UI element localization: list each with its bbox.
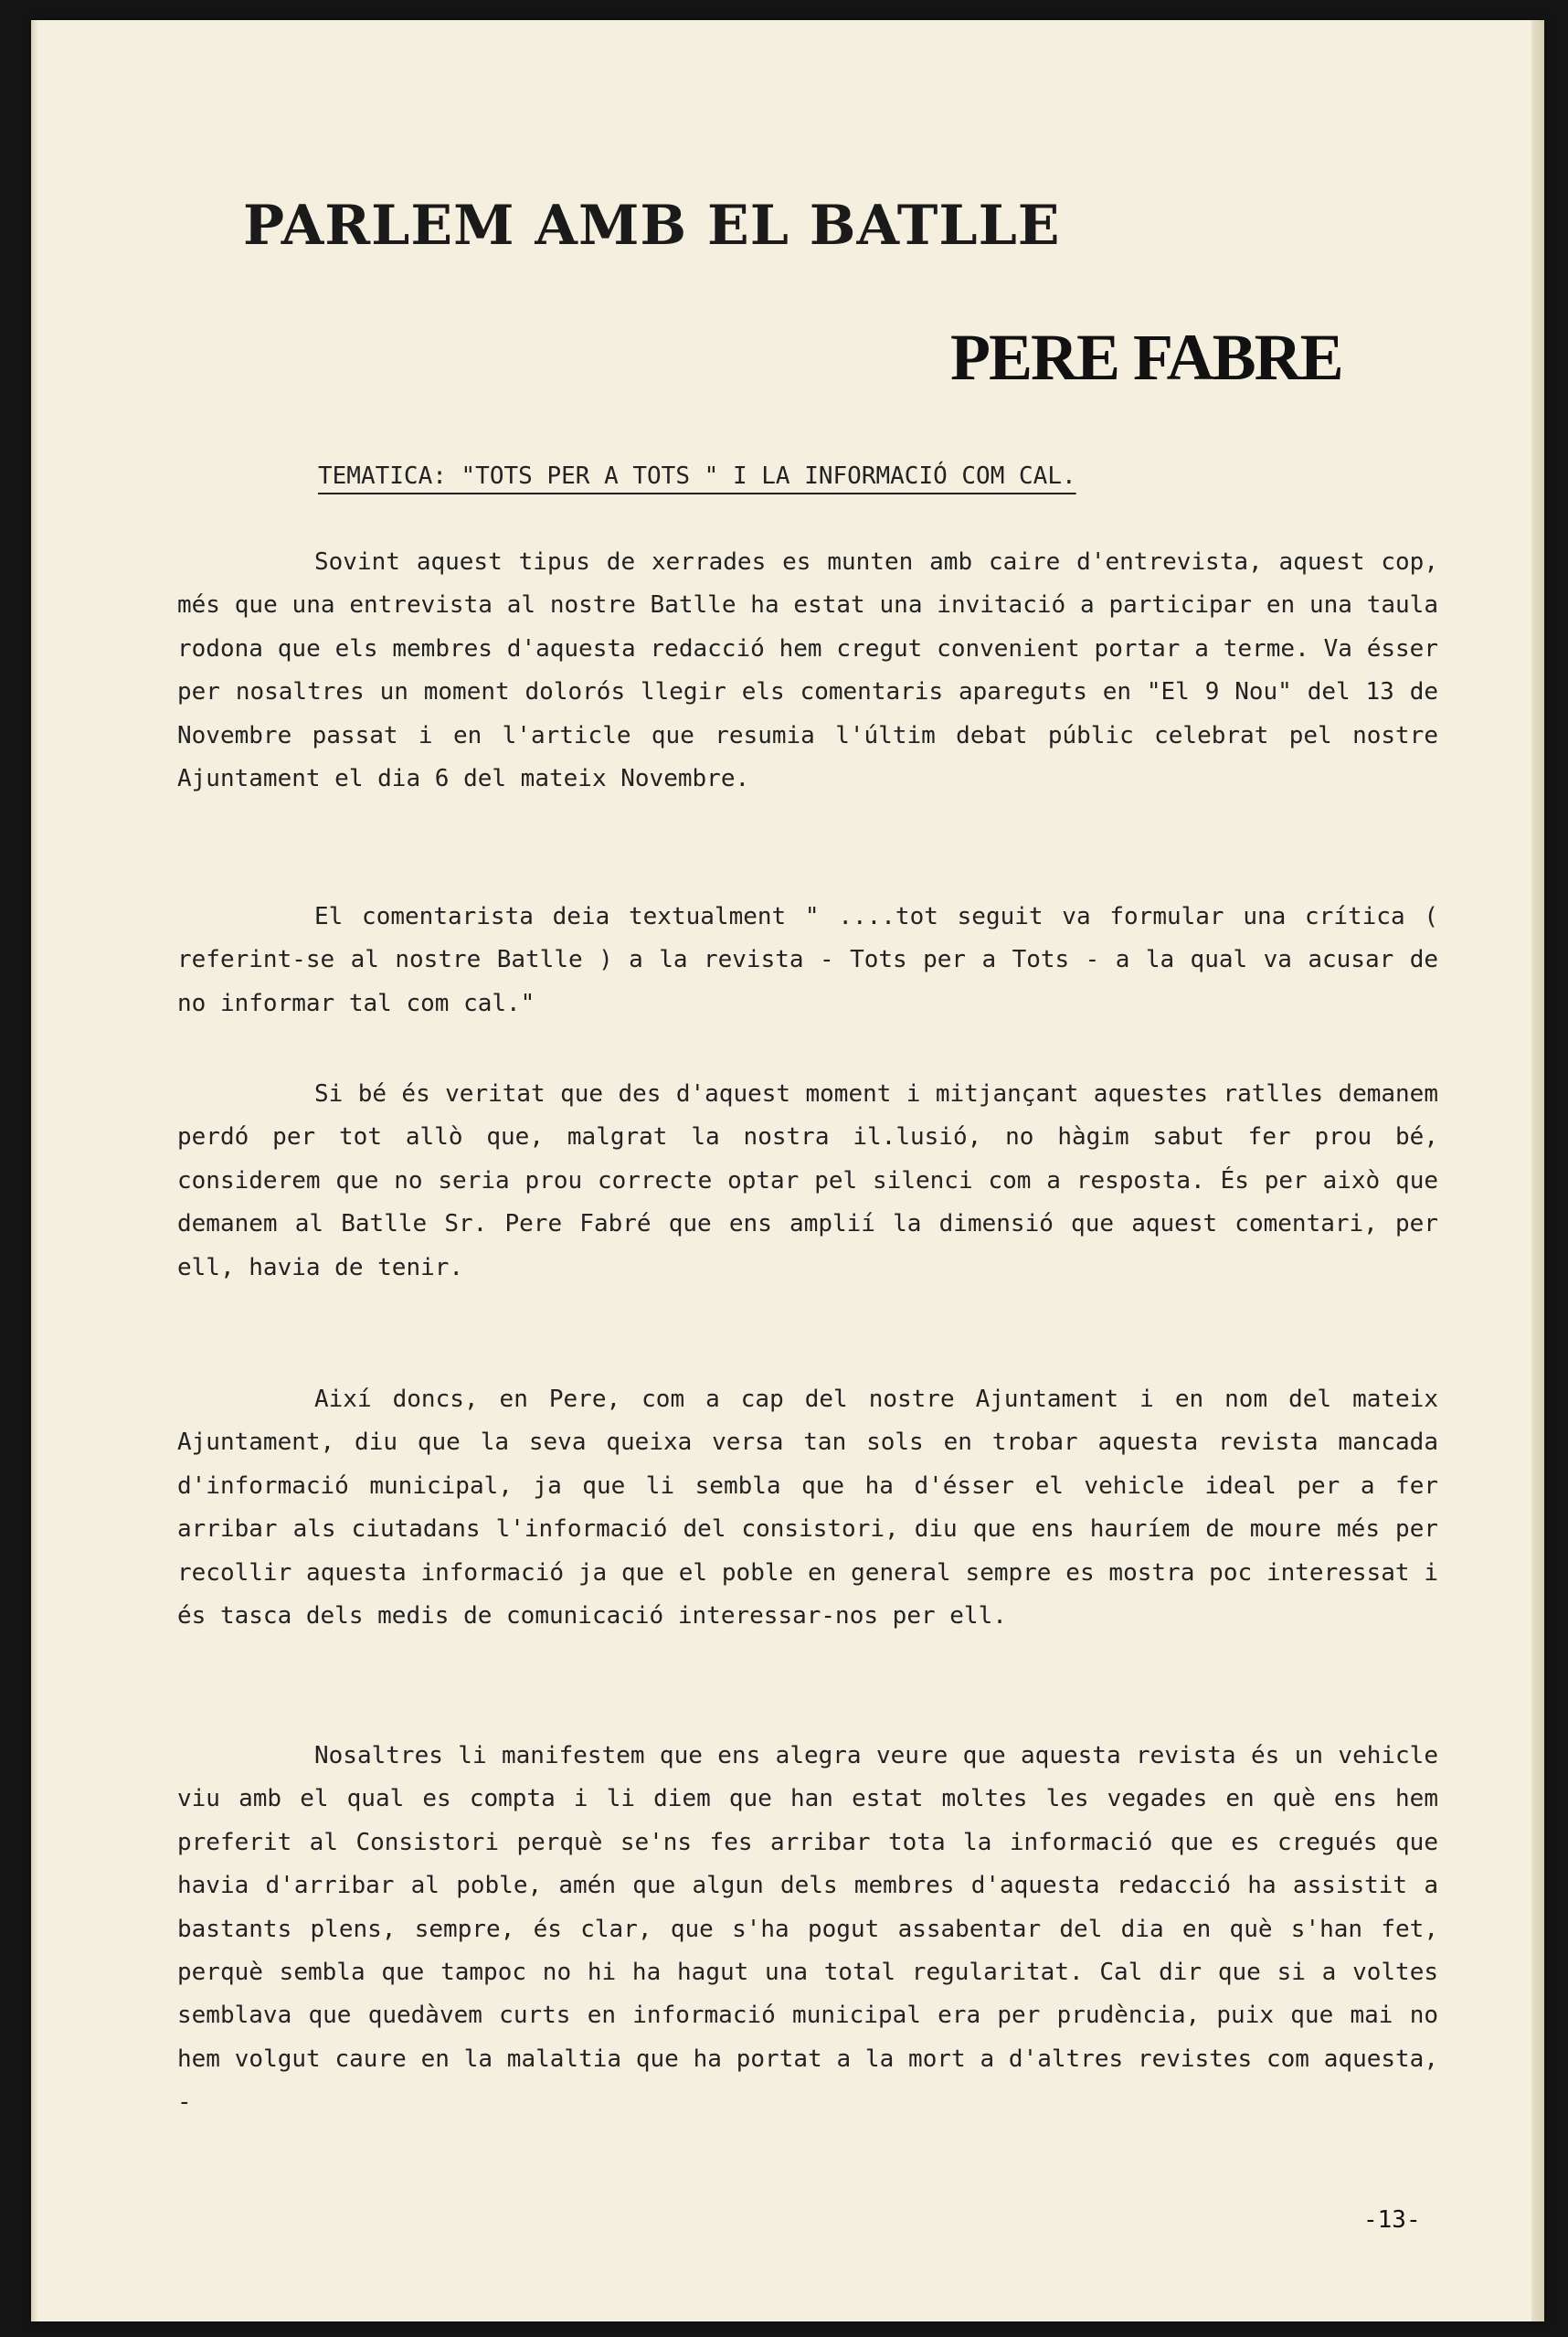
paragraph-1: Sovint aquest tipus de xerrades es munten amb caire d'entrevista, aquest cop, més que una entrevista al nostre Batlle ha estat una invitació a participar en una taula rodona que els membres d'aquesta redacció hem cregut convenient portar a terme. Va ésser per nosaltres un moment dolorós llegir els comentaris apareguts en "El 9 Nou" del 13 de Novembre passat i en l'article que resumia l'últim debat públic celebrat pel nostre Ajuntament el dia 6 del mateix Novembre. bbox=[177, 548, 1438, 793]
paragraph-4: Així doncs, en Pere, com a cap del nostre Ajuntament i en nom del mateix Ajuntament, diu que la seva queixa versa tan sols en trobar aquesta revista mancada d'informació municipal, ja que li sembla que ha d'ésser el vehicle ideal per a fer arribar als ciutadans l'informació del consistori, diu que ens hauríem de moure més per recollir aquesta informació ja que el poble en general sempre es mostra poc interessat i és tasca dels medis de comunicació interessar-nos per ell. bbox=[177, 1386, 1438, 1631]
document-page bbox=[31, 20, 1544, 2321]
page-number: -13- bbox=[1363, 2206, 1421, 2234]
binding-edge bbox=[1531, 20, 1544, 2321]
article-subtitle: PERE FABRE bbox=[950, 321, 1342, 394]
paragraph-5: Nosaltres li manifestem que ens alegra veure que aquesta revista és un vehicle viu amb el qual es compta i li diem que han estat moltes les vegades en què ens hem preferit al Consistori perquè se'ns fes arribar tota la informació que es cregués que havia d'arribar al poble, amén que algun dels membres d'aquesta redacció ha assistit a bastants plens, sempre, és clar, que s'ha pogut assabentar del dia en què s'han fet, perquè sembla que tampoc no hi ha hagut una total regularitat. Cal dir que si a voltes semblava que quedàvem curts en informació municipal era per prudència, puix que mai no hem volgut caure en la malaltia que ha portat a la mort a d'altres revistes com aquesta, - bbox=[177, 1742, 1438, 2117]
article-theme: TEMATICA: "TOTS PER A TOTS " I LA INFORMACIÓ COM CAL. bbox=[318, 462, 1076, 490]
page-left-edge bbox=[31, 20, 38, 2321]
paragraph-2: El comentarista deia textualment " ....tot seguit va formular una crítica ( referint-se al nostre Batlle ) a la revista - Tots per a Tots - a la qual va acusar de no informar tal com cal." bbox=[177, 903, 1438, 1017]
article-title: PARLEM AMB EL BATLLE bbox=[243, 194, 1061, 258]
paragraph-3: Si bé és veritat que des d'aquest moment i mitjançant aquestes ratlles demanem perdó per tot allò que, malgrat la nostra il.lusió, no hàgim sabut fer prou bé, considerem que no seria prou correcte optar pel silenci com a resposta. És per això que demanem al Batlle Sr. Pere Fabré que ens amplií la dimensió que aquest comentari, per ell, havia de tenir. bbox=[177, 1080, 1438, 1281]
